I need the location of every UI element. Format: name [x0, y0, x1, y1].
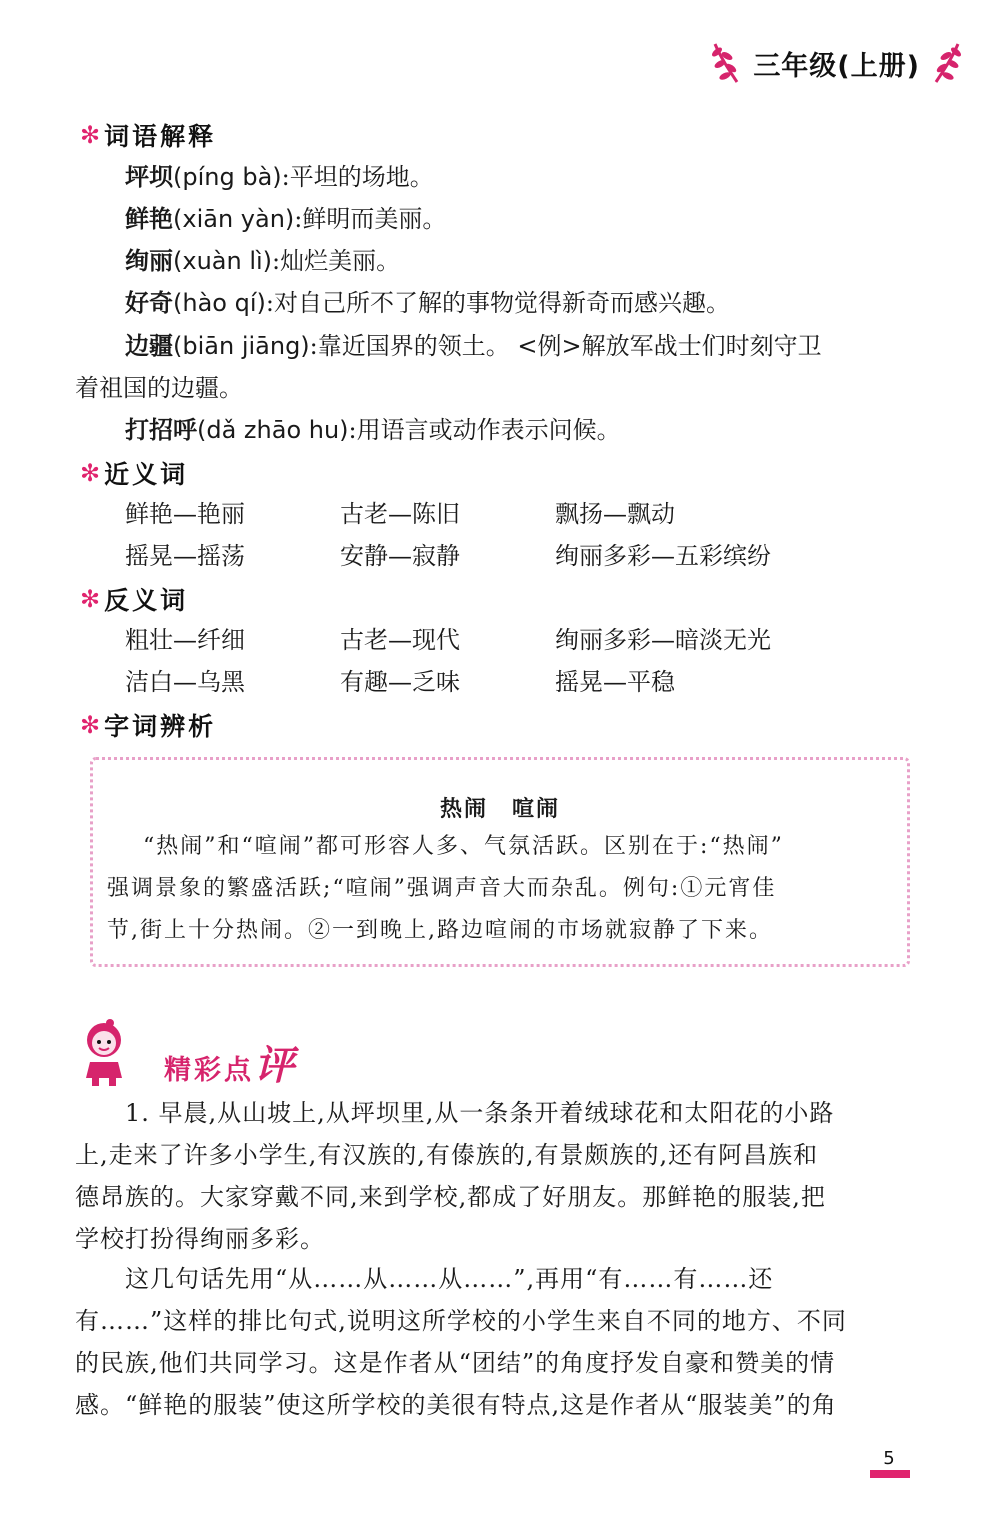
- comment-banner: [74, 1018, 374, 1088]
- synonym-pair: 飘扬—飘动: [555, 500, 675, 528]
- synonym-pair: 古老—陈旧: [340, 500, 460, 528]
- comment-line: 这几句话先用“从……从……从……”,再用“有……有……还: [125, 1265, 774, 1293]
- antonym-pair: 古老—现代: [340, 626, 460, 654]
- page-header: [707, 38, 966, 88]
- glossary-item-continuation: 着祖国的边疆。: [75, 374, 243, 402]
- comment-line: 感。“鲜艳的服装”使这所学校的美很有特点,这是作者从“服装美”的角: [75, 1391, 837, 1419]
- distinction-line: “热闹”和“喧闹”都可形容人多、气氛活跃。区别在于:“热闹”: [143, 834, 784, 859]
- glossary-item: 好奇(hào qí):对自己所不了解的事物觉得新奇而感兴趣。: [125, 289, 730, 317]
- glossary-item: 鲜艳(xiān yàn):鲜明而美丽。: [125, 205, 447, 233]
- distinction-title: 热闹 喧闹: [439, 797, 561, 822]
- comment-line: 学校打扮得绚丽多彩。: [75, 1225, 325, 1253]
- glossary-item: 边疆(biān jiāng):靠近国界的领土。 <例>解放军战士们时刻守卫: [125, 332, 822, 360]
- comment-label: 精彩点评: [164, 1043, 297, 1089]
- page-number: 5: [883, 1448, 895, 1469]
- antonym-pair: 粗壮—纤细: [125, 626, 245, 654]
- antonym-pair: 绚丽多彩—暗淡无光: [555, 626, 771, 654]
- sprig-left-icon: [707, 40, 743, 86]
- glossary-item: 绚丽(xuàn lì):灿烂美丽。: [125, 247, 401, 275]
- comment-line: 德昂族的。大家穿戴不同,来到学校,都成了好朋友。那鲜艳的服装,把: [75, 1183, 826, 1211]
- glossary-heading: ✻ 词语解释: [80, 121, 217, 151]
- synonym-pair: 摇晃—摇荡: [125, 542, 245, 570]
- distinction-line: 强调景象的繁盛活跃;“喧闹”强调声音大而杂乱。例句:①元宵佳: [107, 876, 777, 901]
- distinction-line: 节,街上十分热闹。②一到晚上,路边喧闹的市场就寂静了下来。: [107, 918, 773, 943]
- comment-line: 1. 早晨,从山坡上,从坪坝里,从一条条开着绒球花和太阳花的小路: [125, 1099, 835, 1127]
- synonyms-heading: ✻ 近义词: [80, 459, 189, 489]
- glossary-item: 打招呼(dǎ zhāo hu):用语言或动作表示问候。: [125, 416, 621, 444]
- comment-line: 上,走来了许多小学生,有汉族的,有傣族的,有景颇族的,还有阿昌族和: [75, 1141, 819, 1169]
- distinction-box: [90, 757, 910, 967]
- flower-icon: ✻: [80, 585, 101, 613]
- sprig-right-icon: [930, 40, 966, 86]
- distinction-heading: ✻ 字词辨析: [80, 711, 217, 741]
- antonyms-heading: ✻ 反义词: [80, 585, 189, 615]
- antonym-pair: 洁白—乌黑: [125, 668, 245, 696]
- comment-line: 的民族,他们共同学习。这是作者从“团结”的角度抒发自豪和赞美的情: [75, 1349, 836, 1377]
- flower-icon: ✻: [80, 459, 101, 487]
- synonym-pair: 绚丽多彩—五彩缤纷: [555, 542, 771, 570]
- synonym-pair: 鲜艳—艳丽: [125, 500, 245, 528]
- comment-line: 有……”这样的排比句式,说明这所学校的小学生来自不同的地方、不同: [75, 1307, 847, 1335]
- glossary-item: 坪坝(píng bà):平坦的场地。: [125, 163, 434, 191]
- page-number-bar: [870, 1470, 910, 1478]
- grade-title: 三年级(上册): [753, 50, 920, 82]
- synonym-pair: 安静—寂静: [340, 542, 460, 570]
- cartoon-girl-icon: [74, 1018, 134, 1088]
- flower-icon: ✻: [80, 711, 101, 739]
- antonym-pair: 摇晃—平稳: [555, 668, 675, 696]
- antonym-pair: 有趣—乏味: [340, 668, 460, 696]
- flower-icon: ✻: [80, 121, 101, 149]
